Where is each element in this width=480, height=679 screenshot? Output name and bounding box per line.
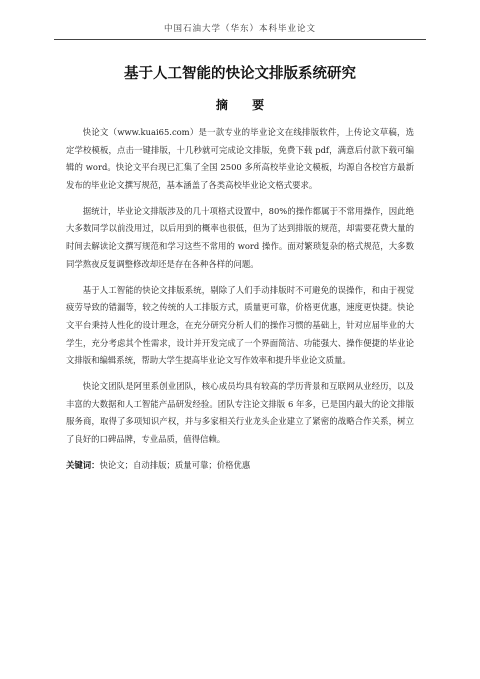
running-header: 中国石油大学（华东）本科毕业论文 xyxy=(54,22,426,40)
abstract-paragraph: 基于人工智能的快论文排版系统，剔除了人们手动排版时不可避免的误操作，和由于视觉疲劳导致的错漏等，较之传统的人工排版方式，质量更可靠，价格更优惠，速度更快捷。快论文平台秉持人性化的设计理念，在充分研究分析人们的操作习惯的基础上，针对应届毕业的大学生，充分考虑其个性需求，设计并开发完成了一个界面简洁、功能强大、操作便捷的毕业论文排版和编辑系统，帮助大学生提高毕业论文写作效率和提升毕业论文质量。 xyxy=(66,284,414,366)
keywords-text: 快论文；自动排版；质量可靠；价格优惠 xyxy=(99,460,251,471)
paper-title: 基于人工智能的快论文排版系统研究 xyxy=(124,66,356,82)
abstract-paragraph: 快论文团队是阿里系创业团队，核心成员均具有较高的学历背景和互联网从业经历，以及丰富的大数据和人工智能产品研发经验。团队专注论文排版 6 年多，已是国内最大的论文排版服务商，取得了多项知识产权，并与多家相关行业龙头企业建立了紧密的战略合作关系，树立了良好的口碑品牌，专业品质，值得信赖。 xyxy=(66,381,414,444)
keywords-label: 关键词： xyxy=(66,460,100,471)
keywords-line xyxy=(66,457,414,475)
abstract-body xyxy=(66,124,414,475)
abstract-paragraph: 快论文（www.kuai65.com）是一款专业的毕业论文在线排版软件，上传论文草稿，选定学校模板，点击一键排版，十几秒就可完成论文排版，免费下载 pdf，满意后付款下载可编辑的 word。快论文平台现已汇集了全国 2500 多所高校毕业论文模板，均源自各校官方最新发布的毕业论文撰写规范，基本涵盖了各类高校毕业论文格式要求。 xyxy=(66,127,414,190)
abstract-heading: 摘 要 xyxy=(215,98,275,112)
abstract-paragraph: 据统计，毕业论文排版涉及的几十项格式设置中，80%的操作都属于不常用操作，因此绝大多数同学以前没用过，以后用到的概率也很低，但为了达到排版的规范，却需要花费大量的时间去解读论文撰写规范和学习这些不常用的 word 操作。面对繁琐复杂的格式规范，大多数同学熬夜反复调整修改却还是存在各种各样的问题。 xyxy=(66,205,414,269)
